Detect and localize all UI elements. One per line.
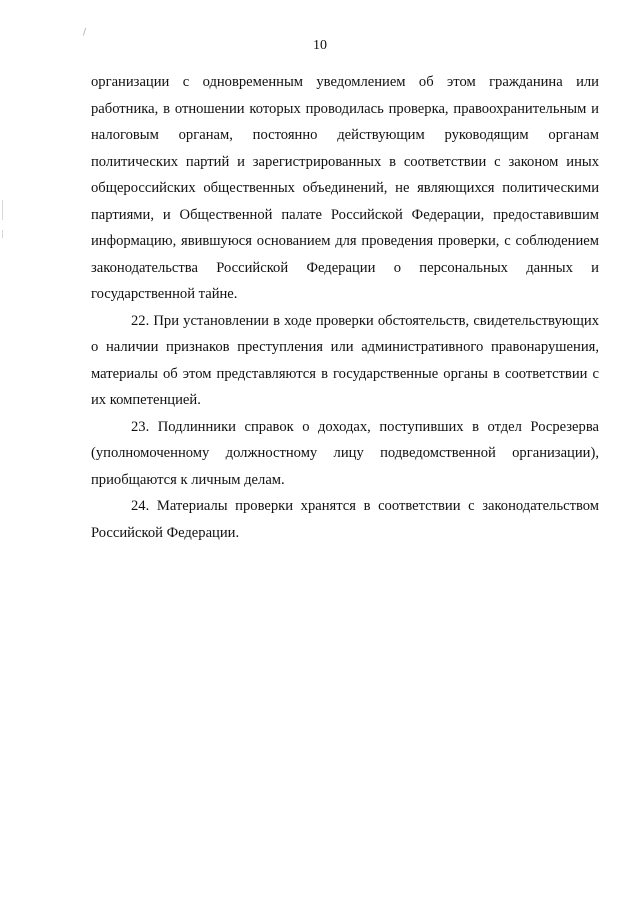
scan-edge-mark [2,200,3,220]
paragraph-23: 23. Подлинники справок о доходах, поступивших в отдел Росрезерва (уполномоченному должностному лицу подведомственной организации), приобщаются к личным делам. [91,418,599,488]
paragraph-continuation: организации с одновременным уведомлением об этом гражданина или работника, в отношении которых проводилась проверка, правоохранительным и налоговым органам, постоянно действующим руководящим органам политических партий и зарегистрированных в соответствии с законом иных общероссийских общественных объединений, не являющихся политическими партиями, и Общественной палате Российской Федерации, предоставившим информацию, явившуюся основанием для проведения проверки, с соблюдением законодательства Российской Федерации о персональных данных и государственной тайне. [91,74,599,302]
paragraph-22: 22. При установлении в ходе проверки обстоятельств, свидетельствующих о наличии признаков преступления или административного правонарушения, материалы об этом представляются в государственные органы в соответствии с их компетенцией. [91,312,599,408]
paragraph-24: 24. Материалы проверки хранятся в соответствии с законодательством Российской Федерации. [91,498,599,541]
scan-edge-mark [2,230,3,238]
scan-mark [83,28,88,37]
document-body [91,69,599,546]
page-number: 10 [313,38,327,53]
